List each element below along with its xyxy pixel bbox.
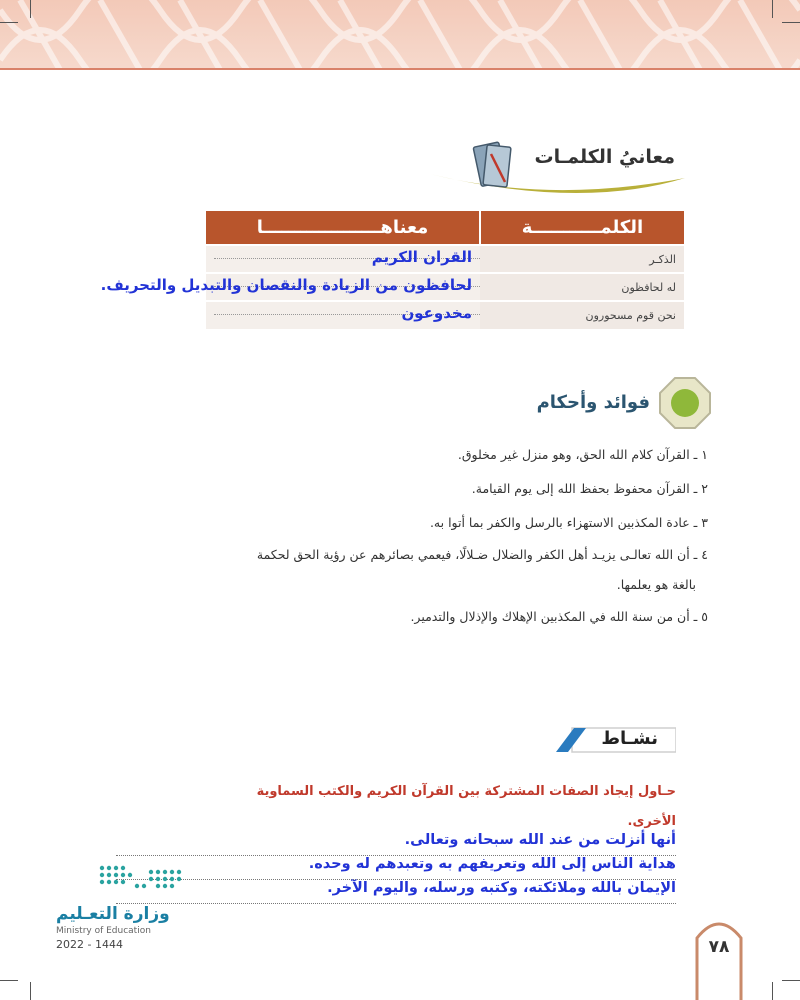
list-item: ٢ ـ القرآن محفوظ بحفظ الله إلى يوم القيامة. — [471, 481, 708, 496]
page-number-tab — [694, 914, 744, 1000]
table-header-meaning: معناهـــــــــــــــــــا — [206, 211, 480, 245]
swoosh-decoration — [430, 170, 685, 204]
table-row — [206, 301, 684, 329]
ministry-name-english: Ministry of Education — [56, 926, 151, 936]
meaning-answer: لحافظون من الزيادة والنقصان والتبديل والتحريف. — [100, 276, 472, 294]
table-cell-word: نحن قوم مسحورون — [480, 301, 684, 329]
crop-mark — [782, 22, 800, 23]
meanings-section-header — [425, 140, 685, 200]
answer-line: الإيمان بالله وملائكته، وكتبه ورسله، واليوم الآخر. — [116, 880, 676, 904]
table-cell-meaning — [206, 301, 480, 329]
meaning-answer: القران الكريم — [371, 248, 472, 266]
section-title: فوائد وأحكام — [536, 392, 650, 413]
meaning-answer: مخدوعون — [401, 304, 472, 322]
page-number: ٧٨ — [708, 937, 730, 957]
crop-mark — [30, 0, 31, 18]
list-item-continuation: بالغة هو يعلمها. — [616, 577, 696, 592]
activity-header — [556, 726, 676, 754]
table-cell-meaning — [100, 273, 480, 301]
word-meanings-table — [100, 211, 684, 329]
arabesque-pattern — [0, 0, 800, 70]
crop-mark — [772, 0, 773, 18]
crop-mark — [782, 980, 800, 981]
crop-mark — [0, 980, 18, 981]
list-item: ٤ ـ أن الله تعالـى يزيـد أهل الكفر والضلال ضـلالًا، فيعمي بصائرهم عن رؤية الحق لحكمة — [256, 547, 708, 562]
ministry-name-arabic: وزارة التعـليم — [56, 904, 170, 924]
list-item: ٣ ـ عادة المكذبين الاستهزاء بالرسل والكفر بما أتوا به. — [429, 515, 708, 530]
book-icon — [471, 140, 515, 192]
ministry-dots-icon — [96, 862, 191, 898]
question-line: حـاول إيجاد الصفات المشتركة بين القرآن الكريم والكتب السماوية — [256, 784, 676, 799]
edition-year: 2022 - 1444 — [56, 938, 123, 951]
list-item: ١ ـ القرآن كلام الله الحق، وهو منزل غير مخلوق. — [457, 447, 708, 462]
top-decorative-band — [0, 0, 800, 70]
crop-mark — [0, 22, 18, 23]
list-item: ٥ ـ أن من سنة الله في المكذبين الإهلاك والإذلال والتدمير. — [410, 609, 708, 624]
section-title: معانيُ الكلمـات — [534, 146, 675, 168]
table-cell-word: له لحافظون — [480, 273, 684, 301]
table-cell-meaning — [206, 245, 480, 273]
table-cell-word: الذكـر — [480, 245, 684, 273]
question-line: الأخرى. — [627, 814, 676, 829]
ministry-logo — [56, 862, 216, 962]
answer-line: هداية الناس إلى الله وتعريفهم به وتعبدهم له وحده. — [116, 856, 676, 880]
activity-title: نشـاط — [601, 728, 658, 749]
benefits-list — [148, 438, 708, 634]
table-row — [206, 245, 684, 273]
table-header-word: الكلمـــــــــــة — [480, 211, 684, 245]
octagon-badge-icon — [658, 376, 712, 430]
table-row — [206, 273, 684, 301]
answer-line: أنها أنزلت من عند الله سبحانه وتعالى. — [116, 832, 676, 856]
crop-mark — [30, 982, 31, 1000]
crop-mark — [772, 982, 773, 1000]
benefits-section-header — [532, 376, 712, 432]
activity-question — [116, 777, 676, 837]
